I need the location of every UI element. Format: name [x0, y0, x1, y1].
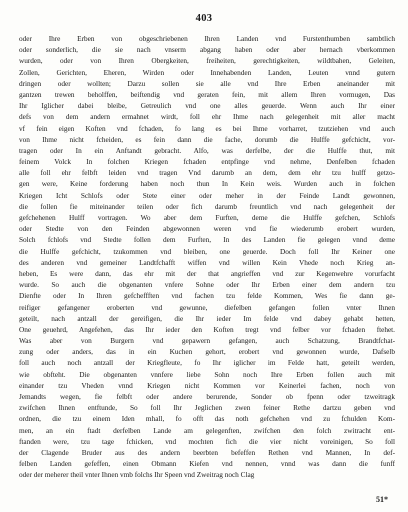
- text-line: oder Stedte von den Feinden abgewonnen weren vnd fie wiederumb erobert wurden,: [19, 224, 395, 234]
- text-line: zwifchen Ihnen entftunde, So foll Ihr Jeglichen zwen feiner Rethe dartzu geben vnd: [19, 403, 395, 413]
- text-line: ordnen, die tzu einem Iden mhall, fo offt das noth gefchehen vnd zu fchulden Kom-: [19, 414, 395, 424]
- text-line: alle foll ehr felbft leiden vnd tragen Vnd darumb an dem, dem ehr tzu hulff getzo-: [19, 168, 395, 178]
- text-line: der Clagende Bruder aus des andern beerbten befeffen Rethen vnd Mannen, In def-: [19, 447, 395, 457]
- text-line: heben, Es were dann, das ehr mit der that angrieffen vnd zur Kegenwehre vorurfacht: [19, 268, 395, 278]
- text-line: Was aber von Burgern vnd gepawern gefangen, auch Schatzung, Brandtfchat-: [19, 336, 395, 346]
- text-line: Dienfte oder In Ihren gefcheffften vnd fachen tzu felde Kommen, Wes fie dann ge-: [19, 291, 395, 301]
- text-line: die follen fie miteinander teilen oder fich darumb freuntlich vnd nach gelegenheit der: [19, 201, 395, 211]
- text-line: Jemandts wegen, fie felbft oder andere berurende, Sonder ob fpenn oder tzweitragk: [19, 392, 395, 401]
- text-line: dringen oder wollten; Darzu sollen sie alle vnd Ihre Erben aneinander mit: [19, 78, 395, 88]
- text-line: des anderen vnd gemeiner Landtfchafft wiffen vnd willen Kein Vhede noch Krieg an-: [19, 257, 395, 267]
- text-line: von Ihme nicht fcheiden, es fein dann die fache, dorumb die Hulffe gefchicht, vor-: [19, 134, 395, 144]
- signature-mark: 51*: [376, 495, 388, 504]
- text-line: tragen oder In ein Anftandt gebracht. Alfo, was derfelbe, der die Hulffe thut, mit: [19, 145, 395, 155]
- text-line: Kriegen Icht Schlofs oder Stete einer oder meher in der Feinde Landt gewonnen,: [19, 190, 395, 200]
- text-line: oder der meherer theil vnter Ihnen vmb folchs Ihr Speen vnd Zweitrag noch Clag: [19, 470, 255, 480]
- text-line: geteilt, nach antzall der gereifigen, die Ihr ieder Im felde vnd dabey gehabt hetten,: [19, 313, 395, 323]
- text-line: wie obfteht. Die obgenanten vnnfere liebe Sohn noch Ihre Erben follen auch mit: [19, 369, 395, 379]
- text-line: Ihr Iglicher dabei bleibe, Getreulich vnd one alles geuerde. Wenn auch Ihr einer: [19, 101, 395, 111]
- text-line: defs von dem andern ermahnet wirdt, foll ehr Ihme nach gelegenheit mit aller macht: [19, 112, 395, 122]
- page-number: 403: [195, 13, 213, 24]
- text-line: wurden, oder von Ihren Obergkeiten, freiheiten, gerechtigkeiten, wildtbahen, Geleiten,: [19, 56, 395, 66]
- text-line: einander tzu Vheden vnnd Kriegen nicht Kommen vor Keinerlei fachen, noch von: [19, 380, 395, 390]
- text-line: gefchehenen Hulff vortragen. Wo aber dem Furften, deme die Hulffe gefchen, Schlofs: [19, 213, 395, 222]
- text-line: zung oder anders, das in ein Kuchen gehort, erobert vnd gewonnen wurde, Dafselb: [19, 347, 395, 357]
- text-line: felben Landen gefeffen, einen Obmann Kiefen vnd nennen, vnnd was dann die funff: [19, 459, 395, 469]
- text-line: men, an ein ftadt derfelben Lande am gelegenften, zwifchen den folch zwitracht ent-: [19, 425, 395, 435]
- text-line: ftanden were, tzu tage fchicken, vnd mochten fich die vier nicht voreinigen, So foll: [19, 436, 395, 446]
- text-line: vf fein eigen Koften vnd fchaden, fo lang es bei Ihme vorharret, tzutziehen vnd auch: [19, 123, 395, 133]
- body-text: [19, 33, 395, 481]
- text-line: Zollen, Gerichten, Eheren, Wirden oder Innehabenden Landen, Leuten vnnd gutern: [19, 67, 395, 77]
- text-line: wurde. So auch die obgenanten vnfere Sohne oder Ihr Erben einer dem andern tzu: [19, 280, 395, 290]
- text-line: die Hulffe gefchicht, tzukommen vnd bleiben, one geuerde. Doch foll Ihr Keiner one: [19, 246, 395, 256]
- text-line: oder Ihre Erben von obgeschriebenen Ihren Landen vnd Furstenthumben sambtlich: [19, 34, 395, 43]
- text-line: reifiger gefangener eroberten vnd gewunne, diefelben gefangen follen vnter Ihnen: [19, 302, 395, 312]
- text-line: feinem Volck In folchen Kriegen fchaden entpfinge vnd nehme, Denfelben fchaden: [19, 157, 395, 167]
- text-line: foll auch noch antzall der Kriegfleute, fo Ihr iglicher im Felde hatt, geteilt werden,: [19, 358, 395, 368]
- text-line: Solch fchlofs vnd Stedte follen dem Furften, In des Landen fie gelegen vnnd deme: [19, 235, 395, 245]
- text-line: oder sonderlich, die sie nach vnserm abgang haben oder aber hernach vberkommen: [19, 45, 395, 55]
- text-line: One geuehrd, Angefehen, das Ihr ieder den Koften tregt vnd felber vor fchaden ftehet.: [19, 324, 395, 334]
- text-line: gen were, Keine forderung haben noch thun In Kein weis. Wurden auch in folchen: [19, 179, 395, 189]
- text-line: gantzen trewen beholffen, beiftendig vnd geraten fein, mit allem Ihren vormugen, Das: [19, 89, 395, 99]
